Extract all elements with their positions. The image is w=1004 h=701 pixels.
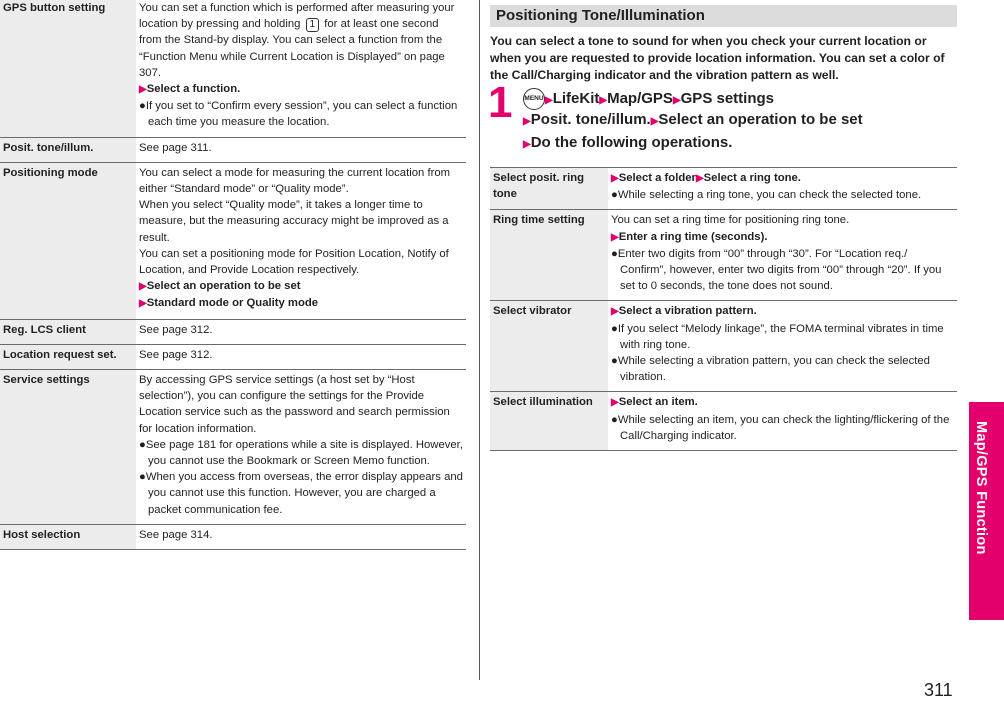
desc-text: You can set a ring time for positioning ring tone.: [611, 214, 850, 227]
row-key: Location request set.: [0, 344, 136, 369]
bullet-icon: ●: [611, 322, 618, 335]
table-row: [0, 162, 466, 319]
arrow-icon: ▶: [672, 94, 681, 106]
bullet-icon: ●: [139, 438, 146, 451]
arrow-icon: ▶: [611, 397, 619, 409]
row-desc: [608, 168, 957, 210]
section-heading: [490, 5, 957, 27]
path-item: Select an operation to be set: [658, 111, 863, 128]
chapter-side-tab: [969, 402, 1004, 620]
desc-text: You can set a function which is performed after measuring your location by pressing and holding: [139, 2, 455, 31]
page-number: 311: [924, 680, 953, 700]
table-row: [490, 168, 957, 210]
row-desc: [608, 301, 957, 392]
step-text: Select an item.: [618, 396, 698, 409]
column-divider: [479, 0, 480, 680]
step-path-line-3: [523, 133, 732, 155]
bullet-text: If you select “Melody linkage”, the FOMA terminal vibrates in time with ring tone.: [617, 322, 944, 351]
arrow-icon: ▶: [523, 139, 531, 150]
arrow-icon: ▶: [523, 116, 531, 127]
row-key: Ring time setting: [490, 210, 608, 301]
bullet-icon: ●: [611, 247, 618, 260]
intro-text: You can select a tone to sound for when you check your current location or when you are requested to provide location information. You can set a color of the Call/Charging indicator and the vibration pattern as well.: [490, 34, 945, 82]
row-key: Reg. LCS client: [0, 319, 136, 344]
table-row: [0, 370, 466, 525]
row-desc: See page 311.: [139, 141, 212, 154]
desc-text: for at least one second from the Stand-by display. You can select a function from the “Function Menu while Current Location is Displayed” on page 307.: [139, 18, 445, 79]
row-desc: [608, 210, 957, 301]
step-text: Select a ring tone.: [703, 172, 801, 184]
row-key: Posit. tone/illum.: [0, 137, 136, 162]
step-path-line-2: [523, 110, 863, 132]
bullet-text: While selecting an item, you can check the lighting/flickering of the Call/Charging indicator.: [617, 413, 950, 442]
bullet-text: Enter two digits from “00” through “30”. For “Location req./ Confirm”, however, enter two digits from “00” through “20”. If you set to 0 seconds, the tone does not sound.: [617, 247, 942, 293]
arrow-icon: ▶: [599, 94, 608, 106]
key-1-icon: 1: [306, 18, 320, 32]
desc-text: When you select “Quality mode”, it takes a longer time to measure, but the measuring accuracy might be improved as a result.: [139, 199, 449, 244]
desc-text: By accessing GPS service settings (a host set by “Host selection”), you can configure the settings for the Provide Location service such as the password and search permission for location information.: [139, 374, 450, 435]
path-item: Posit. tone/illum.: [530, 111, 651, 128]
menu-key-icon: MENU: [523, 88, 545, 110]
arrow-icon: ▶: [695, 173, 704, 184]
path-item: LifeKit: [552, 89, 600, 107]
table-row: [0, 319, 466, 344]
bullet-icon: ●: [611, 413, 618, 426]
table-row: [0, 524, 466, 549]
path-item: Do the following operations.: [530, 134, 733, 151]
step-text: Select a folder: [618, 172, 696, 184]
bullet-icon: ●: [139, 471, 146, 484]
table-row: [0, 137, 466, 162]
arrow-icon: ▶: [139, 281, 147, 293]
row-key: Select posit. ring tone: [490, 168, 608, 210]
table-row: [0, 0, 466, 137]
bullet-icon: ●: [139, 100, 146, 113]
step-path-line-1: [523, 88, 774, 111]
table-row: [490, 301, 957, 392]
chapter-label: Map/GPS Function: [973, 421, 989, 555]
row-key: Service settings: [0, 370, 136, 525]
arrow-icon: ▶: [611, 306, 619, 318]
step-number: 1: [488, 78, 513, 127]
row-desc: [136, 162, 466, 319]
step-text: Select a function.: [146, 83, 241, 96]
bullet-icon: ●: [611, 355, 618, 368]
desc-text: You can set a positioning mode for Position Location, Notify of Location, and Provide Location respectively.: [139, 247, 449, 277]
step-text: Select a vibration pattern.: [618, 305, 757, 318]
row-desc: [136, 0, 466, 137]
right-settings-table: [490, 167, 957, 451]
bullet-icon: ●: [611, 189, 618, 202]
step-text: Select an operation to be set: [146, 280, 301, 293]
row-key: Select vibrator: [490, 301, 608, 392]
table-row: [0, 344, 466, 369]
arrow-icon: ▶: [611, 231, 619, 243]
left-settings-table: [0, 0, 466, 550]
arrow-icon: ▶: [139, 298, 147, 310]
row-key: GPS button setting: [0, 0, 136, 137]
table-row: [490, 392, 957, 451]
arrow-icon: ▶: [650, 116, 659, 127]
bullet-text: When you access from overseas, the error display appears and you cannot use this function. However, you are charged a packet communication fee.: [145, 471, 463, 516]
row-desc: See page 312.: [139, 348, 213, 361]
arrow-icon: ▶: [545, 94, 553, 106]
bullet-text: If you set to “Confirm every session”, you can select a function each time you measure the location.: [145, 100, 458, 129]
arrow-icon: ▶: [611, 173, 619, 184]
path-item: GPS settings: [680, 89, 774, 107]
bullet-text: See page 181 for operations while a site is displayed. However, you cannot use the Bookmark or Screen Memo function.: [145, 438, 463, 468]
row-desc: See page 312.: [139, 323, 213, 336]
bullet-text: While selecting a vibration pattern, you can check the selected vibration.: [617, 355, 930, 384]
row-desc: See page 314.: [139, 528, 213, 541]
step-text: Standard mode or Quality mode: [146, 297, 319, 310]
row-desc: [136, 370, 466, 525]
row-key: Select illumination: [490, 392, 608, 451]
bullet-text: While selecting a ring tone, you can check the selected tone.: [617, 189, 922, 202]
arrow-icon: ▶: [139, 84, 147, 96]
step-text: Enter a ring time (seconds).: [618, 230, 768, 243]
row-key: Positioning mode: [0, 162, 136, 319]
row-key: Host selection: [0, 524, 136, 549]
row-desc: [608, 392, 957, 451]
table-row: [490, 210, 957, 301]
path-item: Map/GPS: [607, 89, 673, 107]
section-title: Positioning Tone/Illumination: [496, 7, 705, 24]
desc-text: You can select a mode for measuring the current location from either “Standard mode” or “Quality mode”.: [139, 166, 451, 196]
